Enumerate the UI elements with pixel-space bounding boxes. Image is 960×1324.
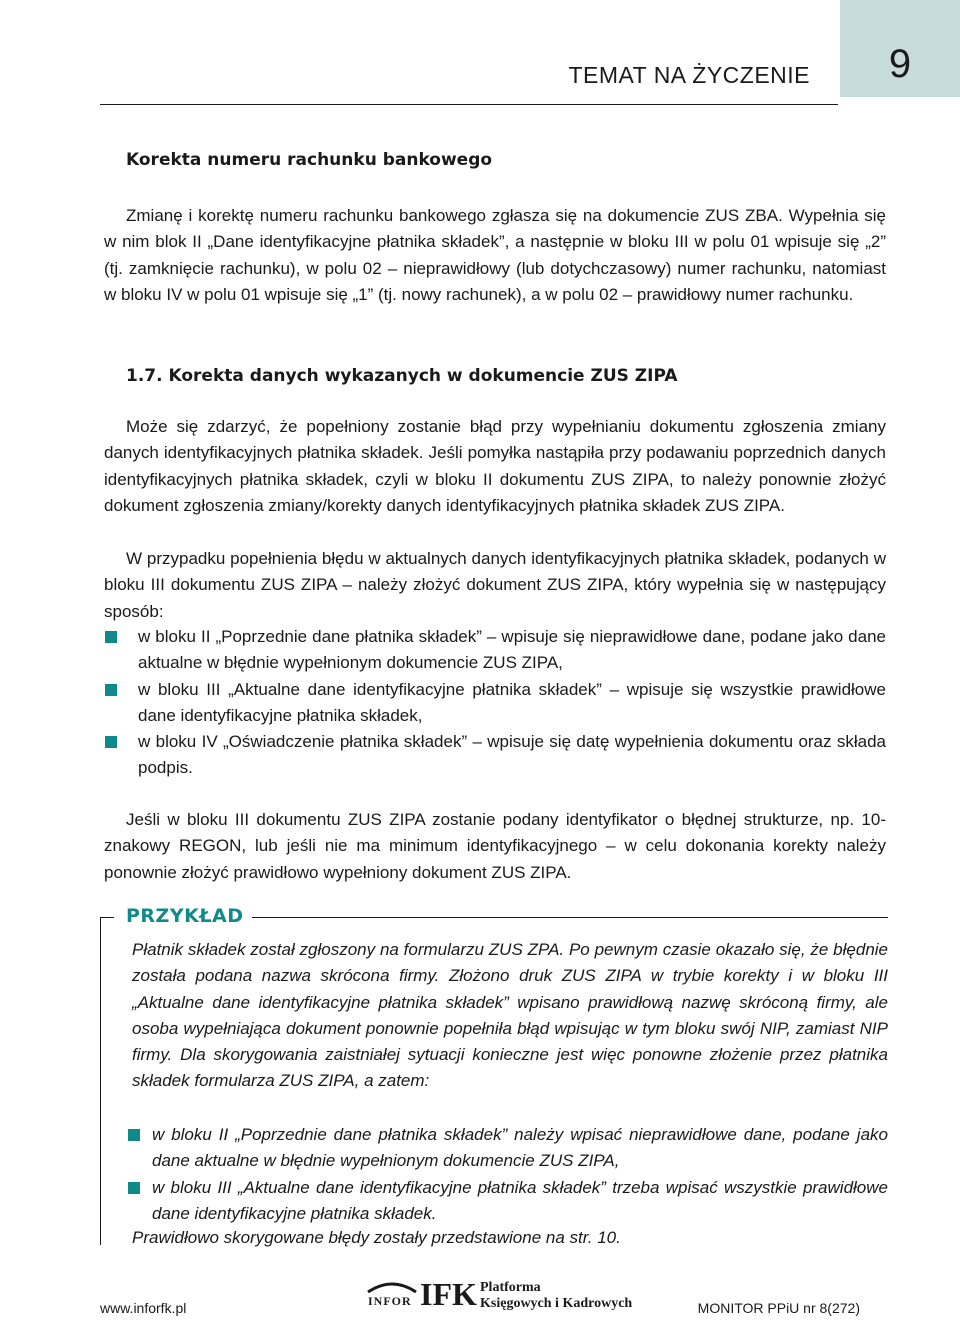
section-heading-zipa: 1.7. Korekta danych wykazanych w dokumencie ZUS ZIPA	[126, 366, 678, 386]
square-bullet-icon	[105, 631, 117, 643]
square-bullet-icon	[128, 1129, 140, 1141]
running-header-title: TEMAT NA ŻYCZENIE	[568, 62, 810, 88]
example-frame-top-left	[100, 917, 114, 918]
list-item	[128, 1122, 888, 1175]
paragraph-zipa-intro: Może się zdarzyć, że popełniony zostanie błąd przy wypełnianiu dokumentu zgłoszenia zmiany danych identyfikacyjnych płatnika składek. Jeśli pomyłka nastąpiła przy podawaniu poprzednich danych identyfikacyjnych płatnika składek, czyli w bloku II dokumentu ZUS ZIPA, to należy ponownie złożyć dokument zgłoszenia zmiany/korekty danych identyfikacyjnych płatnika składek ZUS ZIPA.	[104, 417, 886, 515]
header-rule	[100, 104, 838, 105]
zipa-steps-list	[104, 624, 886, 782]
list-item-text: w bloku IV „Oświadczenie płatnika składek” – wpisuje się datę wypełnienia dokumentu oraz składa podpis.	[138, 732, 886, 778]
square-bullet-icon	[105, 684, 117, 696]
example-label: PRZYKŁAD	[126, 905, 244, 927]
square-bullet-icon	[105, 736, 117, 748]
list-item	[104, 677, 886, 730]
example-steps-list	[128, 1122, 888, 1227]
logo-line2: Księgowych i Kadrowych	[480, 1296, 633, 1311]
logo-line1: Platforma	[480, 1280, 541, 1295]
paragraph-bank-account: Zmianę i korektę numeru rachunku bankowego zgłasza się na dokumencie ZUS ZBA. Wypełnia się w nim blok II „Dane identyfikacyjne płatnika składek”, a następnie w bloku III w polu 01 wpisuje się „2” (tj. zamknięcie rachunku), w polu 02 – nieprawidłowy (lub dotychczasowy) numer rachunku, natomiast w bloku IV w polu 01 wpisuje się „1” (tj. nowy rachunek), a w polu 02 – prawidłowy numer rachunku.	[104, 206, 886, 304]
footer-publication: MONITOR PPiU nr 8(272)	[697, 1300, 860, 1316]
list-item-text: w bloku II „Poprzednie dane płatnika składek” należy wpisać nieprawidłowe dane, podane jako dane aktualne w błędnie wypełnionym dokumencie ZUS ZIPA,	[152, 1125, 888, 1171]
example-frame-top-right	[252, 917, 888, 918]
section-title-bank-account: Korekta numeru rachunku bankowego	[126, 150, 493, 170]
example-closing: Prawidłowo skorygowane błędy zostały przedstawione na str. 10.	[132, 1228, 621, 1247]
list-item	[104, 729, 886, 782]
list-item-text: w bloku III „Aktualne dane identyfikacyjne płatnika składek” trzeba wpisać wszystkie prawidłowe dane identyfikacyjne płatnika składek.	[152, 1177, 888, 1223]
logo-arc-icon	[366, 1278, 418, 1294]
paragraph-regon-error: Jeśli w bloku III dokumentu ZUS ZIPA zostanie podany identyfikator o błędnej strukturze, np. 10-znakowy REGON, lub jeśli nie ma minimum identyfikacyjnego – w celu dokonania korekty należy ponownie złożyć prawidłowo wypełniony dokument ZUS ZIPA.	[104, 810, 886, 882]
list-item-text: w bloku II „Poprzednie dane płatnika składek” – wpisuje się nieprawidłowe dane, podane jako dane aktualne w błędnie wypełnionym dokumencie ZUS ZIPA,	[138, 627, 886, 673]
list-item	[104, 624, 886, 677]
paragraph-zipa-current-data: W przypadku popełnienia błędu w aktualnych danych identyfikacyjnych płatnika składek, podanych w bloku III dokumentu ZUS ZIPA – należy złożyć dokument ZUS ZIPA, który wypełnia się w następujący sposób:	[104, 549, 886, 621]
example-paragraph: Płatnik składek został zgłoszony na formularzu ZUS ZPA. Po pewnym czasie okazało się, że błędnie została podana nazwa skrócona firmy. Złożono druk ZUS ZIPA w trybie korekty i w bloku III „Aktualne dane identyfikacyjne płatnika składek” wpisano prawidłową nazwę skróconą firmy, ale osoba wypełniająca dokument ponownie popełniła błąd wpisując w tym bloku swój NIP, zamiast NIP firmy. Dla skorygowania zaistniałej sytuacji konieczne jest więc ponowne złożenie przez płatnika składek formularza ZUS ZIPA, a zatem:	[132, 940, 888, 1091]
logo-ifk-text: IFK	[420, 1276, 477, 1312]
page-number: 9	[888, 42, 912, 86]
list-item	[128, 1175, 888, 1228]
list-item-text: w bloku III „Aktualne dane identyfikacyjne płatnika składek” – wpisuje się wszystkie prawidłowe dane identyfikacyjne płatnika składek,	[138, 679, 886, 725]
logo-infor-text: INFOR	[368, 1294, 412, 1308]
footer-website-link[interactable]: www.inforfk.pl	[100, 1300, 187, 1316]
example-frame-left	[100, 917, 101, 1245]
square-bullet-icon	[128, 1182, 140, 1194]
infor-ifk-logo	[366, 1278, 666, 1318]
